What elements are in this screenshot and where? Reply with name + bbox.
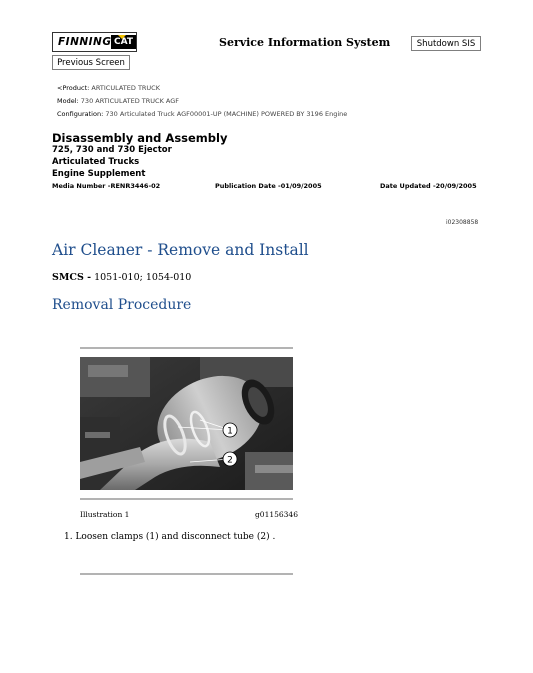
callout-2: 2	[227, 455, 233, 466]
document-machine-type: Articulated Trucks	[52, 157, 140, 167]
finning-cat-logo	[52, 32, 137, 52]
previous-screen-button[interactable]: Previous Screen	[52, 55, 130, 70]
product-line	[57, 84, 160, 92]
cat-badge: CAT	[111, 35, 136, 49]
document-models: 725, 730 and 730 Ejector	[52, 145, 172, 155]
section-heading: Removal Procedure	[52, 297, 192, 313]
illustration-label: Illustration 1	[80, 510, 130, 519]
page-heading: Air Cleaner - Remove and Install	[52, 241, 309, 259]
logo-text: FINNING	[58, 36, 112, 48]
document-supplement: Engine Supplement	[52, 169, 146, 179]
document-id: i02308858	[446, 219, 479, 226]
configuration-value: 730 Articulated Truck AGF00001-UP (MACHINE) POWERED BY 3196 Engine	[105, 110, 348, 118]
divider-bottom	[80, 573, 293, 575]
model-value: 730 ARTICULATED TRUCK AGF	[80, 97, 180, 105]
publication-date: Publication Date -01/09/2005	[215, 182, 322, 190]
divider-top	[80, 347, 293, 349]
configuration-label: Configuration:	[57, 110, 104, 118]
product-label: Product:	[62, 84, 90, 92]
configuration-line	[57, 110, 347, 118]
divider-illustration	[80, 498, 293, 500]
callout-1: 1	[227, 426, 233, 437]
media-number: Media Number -RENR3446-02	[52, 182, 161, 190]
document-title: Disassembly and Assembly	[52, 131, 228, 145]
smcs-line	[52, 272, 191, 283]
system-title: Service Information System	[219, 36, 391, 49]
smcs-value: 1051-010; 1054-010	[94, 272, 192, 283]
model-line	[57, 97, 179, 105]
illustration-id: g01156346	[255, 510, 298, 519]
product-back-icon[interactable]: <	[57, 84, 63, 92]
illustration-photo	[80, 357, 293, 490]
shutdown-sis-button[interactable]: Shutdown SIS	[411, 36, 481, 51]
smcs-label: SMCS -	[52, 272, 92, 283]
product-value: ARTICULATED TRUCK	[91, 84, 160, 92]
step-1: 1. Loosen clamps (1) and disconnect tube (2) .	[64, 532, 276, 542]
model-label: Model:	[57, 97, 79, 105]
date-updated: Date Updated -20/09/2005	[380, 182, 477, 190]
